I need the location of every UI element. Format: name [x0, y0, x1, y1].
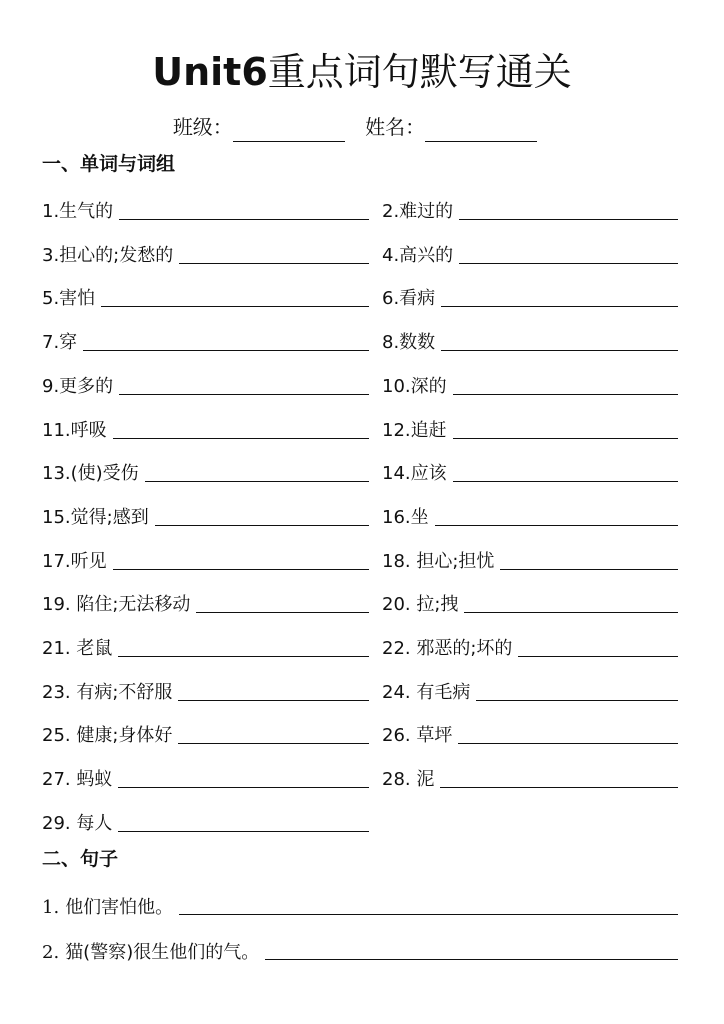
answer-line[interactable] [101, 286, 369, 307]
word-item-8 [382, 329, 678, 357]
answer-line[interactable] [83, 330, 369, 351]
answer-line[interactable] [155, 505, 369, 526]
answer-line[interactable] [119, 199, 369, 220]
word-item-26 [382, 722, 678, 750]
word-label: 9.更多的 [42, 376, 114, 397]
answer-line[interactable] [196, 592, 369, 613]
section-sentences-heading: 二、句子 [42, 848, 119, 870]
word-label: 17.听见 [42, 551, 107, 572]
name-blank[interactable] [425, 119, 537, 142]
answer-line[interactable] [118, 767, 369, 788]
word-item-23 [42, 679, 369, 707]
word-label: 16.坐 [382, 507, 429, 528]
answer-line[interactable] [453, 418, 678, 439]
word-item-10 [382, 373, 678, 401]
word-label: 18. 担心;担忧 [382, 551, 495, 572]
word-item-2 [382, 198, 678, 226]
word-label: 7.穿 [42, 332, 78, 353]
answer-line[interactable] [118, 636, 369, 657]
word-label: 12.追赶 [382, 420, 447, 441]
answer-line[interactable] [518, 636, 678, 657]
word-label: 27. 蚂蚁 [42, 769, 113, 790]
word-item-4 [382, 242, 678, 270]
word-label: 5.害怕 [42, 288, 96, 309]
answer-line[interactable] [265, 959, 678, 960]
word-item-1 [42, 198, 369, 226]
class-blank[interactable] [233, 119, 345, 142]
answer-line[interactable] [179, 914, 678, 915]
answer-line[interactable] [441, 286, 678, 307]
word-label: 8.数数 [382, 332, 436, 353]
sentence-number: 2. [42, 942, 60, 963]
word-item-5 [42, 285, 369, 313]
word-label: 13.(使)受伤 [42, 463, 139, 484]
word-item-24 [382, 679, 678, 707]
word-label: 29. 每人 [42, 813, 113, 834]
word-item-25 [42, 722, 369, 750]
word-label: 2.难过的 [382, 201, 454, 222]
word-label: 23. 有病;不舒服 [42, 682, 173, 703]
word-label: 22. 邪恶的;坏的 [382, 638, 513, 659]
answer-line[interactable] [459, 199, 678, 220]
answer-line[interactable] [178, 680, 369, 701]
answer-line[interactable] [453, 461, 678, 482]
word-item-16 [382, 504, 678, 532]
word-label: 25. 健康;身体好 [42, 725, 173, 746]
title-unit: Unit6 [152, 50, 268, 94]
word-item-19 [42, 591, 369, 619]
answer-line[interactable] [119, 374, 369, 395]
word-item-9 [42, 373, 369, 401]
answer-line[interactable] [113, 418, 369, 439]
title-text: 重点词句默写通关 [267, 50, 572, 94]
answer-line[interactable] [178, 723, 369, 744]
word-item-17 [42, 548, 369, 576]
student-info [0, 112, 724, 142]
answer-line[interactable] [113, 549, 369, 570]
word-label: 15.觉得;感到 [42, 507, 149, 528]
word-item-3 [42, 242, 369, 270]
answer-line[interactable] [500, 549, 678, 570]
word-item-28 [382, 766, 678, 794]
answer-line[interactable] [145, 461, 369, 482]
answer-line[interactable] [435, 505, 678, 526]
word-item-22 [382, 635, 678, 663]
word-item-21 [42, 635, 369, 663]
word-item-12 [382, 417, 678, 445]
word-label: 14.应该 [382, 463, 447, 484]
word-item-7 [42, 329, 369, 357]
word-label: 26. 草坪 [382, 725, 453, 746]
word-item-18 [382, 548, 678, 576]
word-item-29 [42, 810, 369, 838]
sentence-item-1 [42, 893, 678, 923]
page-title [0, 44, 724, 100]
word-label: 3.担心的;发愁的 [42, 245, 174, 266]
section-words-heading: 一、单词与词组 [42, 153, 176, 175]
answer-line[interactable] [118, 811, 369, 832]
word-label: 21. 老鼠 [42, 638, 113, 659]
sentence-item-2 [42, 938, 678, 968]
answer-line[interactable] [459, 243, 678, 264]
word-item-11 [42, 417, 369, 445]
answer-line[interactable] [440, 767, 678, 788]
word-item-14 [382, 460, 678, 488]
word-item-20 [382, 591, 678, 619]
answer-line[interactable] [458, 723, 678, 744]
word-label: 11.呼吸 [42, 420, 107, 441]
answer-line[interactable] [441, 330, 678, 351]
word-item-6 [382, 285, 678, 313]
sentence-text: 他们害怕他。 [65, 897, 174, 918]
word-label: 20. 拉;拽 [382, 594, 459, 615]
word-item-15 [42, 504, 369, 532]
sentence-number: 1. [42, 897, 60, 918]
word-label: 10.深的 [382, 376, 447, 397]
word-label: 19. 陷住;无法移动 [42, 594, 191, 615]
answer-line[interactable] [179, 243, 369, 264]
name-label: 姓名： [365, 115, 426, 139]
answer-line[interactable] [453, 374, 678, 395]
word-label: 6.看病 [382, 288, 436, 309]
sentence-text: 猫(警察)很生他们的气。 [65, 942, 260, 963]
class-label: 班级： [172, 115, 233, 139]
word-label: 1.生气的 [42, 201, 114, 222]
answer-line[interactable] [476, 680, 678, 701]
word-label: 4.高兴的 [382, 245, 454, 266]
word-label: 24. 有毛病 [382, 682, 471, 703]
answer-line[interactable] [464, 592, 678, 613]
word-item-27 [42, 766, 369, 794]
word-item-13 [42, 460, 369, 488]
word-label: 28. 泥 [382, 769, 435, 790]
